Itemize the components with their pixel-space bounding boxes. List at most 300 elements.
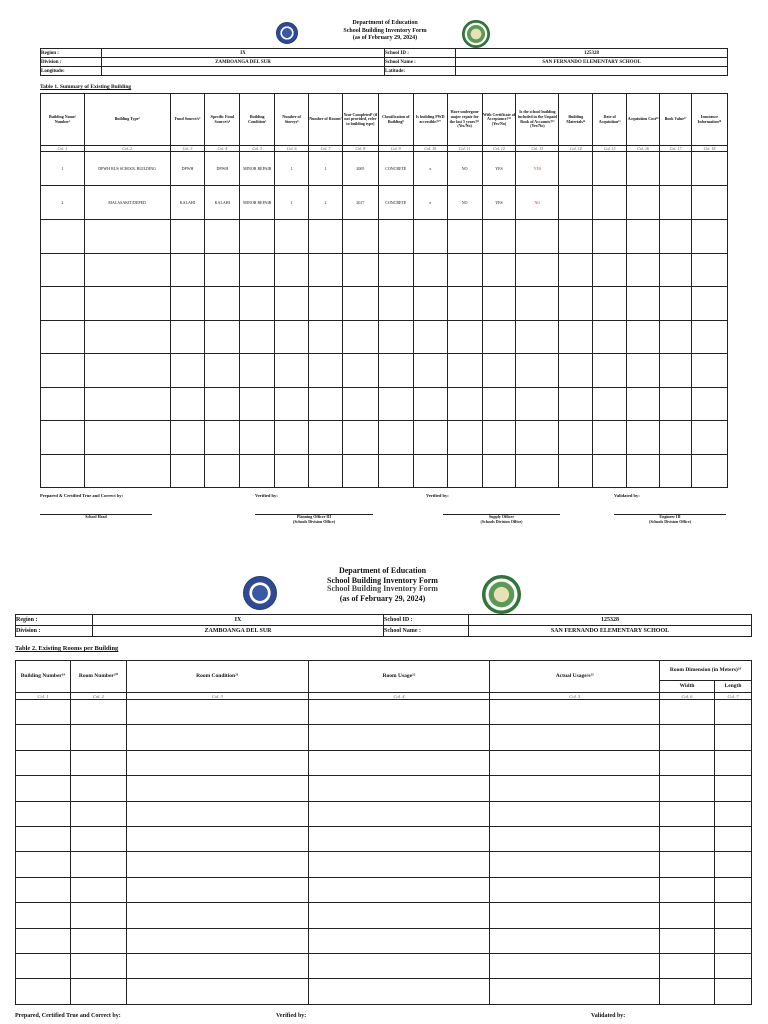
table1-cell[interactable] bbox=[205, 387, 240, 421]
table2-cell[interactable] bbox=[70, 750, 126, 775]
table2-cell[interactable] bbox=[16, 877, 71, 902]
table1-cell[interactable] bbox=[309, 421, 343, 455]
table1-cell[interactable]: DPWH bbox=[205, 152, 240, 186]
table1-cell[interactable]: NO bbox=[447, 152, 482, 186]
table2-cell[interactable] bbox=[16, 776, 71, 801]
table1-cell[interactable] bbox=[84, 253, 170, 287]
table1-cell[interactable] bbox=[413, 253, 447, 287]
table2-cell[interactable] bbox=[490, 903, 660, 928]
table2-cell[interactable] bbox=[660, 776, 715, 801]
table2-cell[interactable] bbox=[70, 725, 126, 750]
table2-cell[interactable] bbox=[308, 750, 490, 775]
table1-cell[interactable] bbox=[482, 454, 516, 488]
table2-cell[interactable] bbox=[660, 700, 715, 725]
table1-cell[interactable]: CONCRETE bbox=[378, 186, 413, 220]
table1-cell[interactable] bbox=[413, 354, 447, 388]
table2-cell[interactable] bbox=[660, 903, 715, 928]
table1-cell[interactable] bbox=[170, 421, 205, 455]
table1-cell[interactable] bbox=[593, 387, 627, 421]
table1-cell[interactable]: 2017 bbox=[342, 186, 378, 220]
table1-cell[interactable] bbox=[691, 354, 727, 388]
table1-cell[interactable] bbox=[84, 320, 170, 354]
table1-cell[interactable] bbox=[627, 287, 660, 321]
table1-cell[interactable] bbox=[170, 253, 205, 287]
table2-cell[interactable] bbox=[490, 826, 660, 851]
table1-cell[interactable]: KALAHI bbox=[205, 186, 240, 220]
table2-cell[interactable] bbox=[714, 979, 751, 1004]
table2-cell[interactable] bbox=[714, 877, 751, 902]
table1-cell[interactable] bbox=[447, 387, 482, 421]
table1-cell[interactable] bbox=[447, 454, 482, 488]
table1-cell[interactable] bbox=[205, 354, 240, 388]
table1-cell[interactable] bbox=[170, 287, 205, 321]
table1-cell[interactable] bbox=[559, 152, 593, 186]
table2-cell[interactable] bbox=[660, 725, 715, 750]
table2-cell[interactable] bbox=[126, 953, 308, 978]
table2-cell[interactable] bbox=[70, 700, 126, 725]
table2-cell[interactable] bbox=[714, 953, 751, 978]
table1-header-col-13: Is the school building included in the Unpaid Book of Accounts?¹³ (Yes/No) bbox=[516, 94, 559, 146]
table1-cell[interactable] bbox=[240, 387, 275, 421]
school-name-value: SAN FERNANDO ELEMENTARY SCHOOL bbox=[469, 626, 752, 637]
table1-cell[interactable] bbox=[342, 421, 378, 455]
table1-cell[interactable] bbox=[516, 454, 559, 488]
table1-cell[interactable] bbox=[482, 354, 516, 388]
table1-cell[interactable]: YES bbox=[482, 152, 516, 186]
table1-cell[interactable] bbox=[413, 421, 447, 455]
table1-cell[interactable] bbox=[275, 320, 309, 354]
table1-cell[interactable]: 1 bbox=[309, 152, 343, 186]
table1-cell[interactable] bbox=[205, 320, 240, 354]
table2-cell[interactable] bbox=[308, 826, 490, 851]
table2-cell[interactable] bbox=[714, 725, 751, 750]
table1-cell[interactable] bbox=[378, 454, 413, 488]
table1-cell[interactable] bbox=[660, 186, 692, 220]
table1-cell[interactable] bbox=[413, 387, 447, 421]
table2-cell[interactable] bbox=[126, 979, 308, 1004]
table2-cell[interactable] bbox=[490, 979, 660, 1004]
table2-cell[interactable] bbox=[490, 776, 660, 801]
table2-cell[interactable] bbox=[490, 750, 660, 775]
table1-cell[interactable]: KALAHI bbox=[170, 186, 205, 220]
table1-cell[interactable] bbox=[691, 454, 727, 488]
table1-cell[interactable] bbox=[627, 320, 660, 354]
table1-cell[interactable] bbox=[559, 421, 593, 455]
table1-cell[interactable] bbox=[516, 354, 559, 388]
table2-cell[interactable] bbox=[714, 903, 751, 928]
table1-cell[interactable] bbox=[516, 253, 559, 287]
table1-cell[interactable] bbox=[41, 287, 85, 321]
table1-cell[interactable]: DPWH bbox=[170, 152, 205, 186]
table1-cell[interactable] bbox=[593, 421, 627, 455]
table1-cell[interactable] bbox=[559, 253, 593, 287]
table2-cell[interactable] bbox=[126, 750, 308, 775]
table1-cell[interactable] bbox=[691, 253, 727, 287]
table1-cell[interactable]: MALASAKIT/DEPED bbox=[84, 186, 170, 220]
table1-cell[interactable] bbox=[275, 387, 309, 421]
table2-cell[interactable] bbox=[714, 750, 751, 775]
table1-cell[interactable] bbox=[170, 454, 205, 488]
table1-cell[interactable]: 2 bbox=[41, 186, 85, 220]
planning-officer-title: Planning Officer III bbox=[296, 514, 332, 519]
table1-cell[interactable] bbox=[342, 354, 378, 388]
table1-cell[interactable] bbox=[660, 354, 692, 388]
header-date: (as of February 29, 2024) bbox=[339, 594, 426, 603]
table1-cell[interactable] bbox=[413, 454, 447, 488]
division-label: Division : bbox=[41, 58, 102, 67]
table2-cell[interactable] bbox=[126, 725, 308, 750]
table1-cell[interactable] bbox=[342, 387, 378, 421]
table1-header-col-6: Number of Storeys⁶ bbox=[275, 94, 309, 146]
table2-cell[interactable] bbox=[308, 953, 490, 978]
table1-cell[interactable] bbox=[275, 421, 309, 455]
table1-cell[interactable]: 2005 bbox=[342, 152, 378, 186]
table1-cell[interactable] bbox=[378, 421, 413, 455]
table1-cell[interactable] bbox=[516, 287, 559, 321]
table2-cell[interactable] bbox=[490, 725, 660, 750]
table1-cell[interactable] bbox=[593, 220, 627, 254]
table1-cell[interactable] bbox=[482, 387, 516, 421]
table1-cell[interactable] bbox=[342, 220, 378, 254]
table2-cell[interactable] bbox=[490, 700, 660, 725]
table1-cell[interactable] bbox=[84, 354, 170, 388]
table2-cell[interactable] bbox=[660, 928, 715, 953]
table2-cell[interactable] bbox=[714, 928, 751, 953]
region-value: IX bbox=[102, 49, 385, 58]
table1-cell[interactable] bbox=[170, 354, 205, 388]
table1-colnum-15: Col. 15 bbox=[593, 146, 627, 152]
table2-cell[interactable] bbox=[660, 877, 715, 902]
table2-cell[interactable] bbox=[660, 953, 715, 978]
table1-cell[interactable] bbox=[84, 454, 170, 488]
table1-cell[interactable]: NO bbox=[447, 186, 482, 220]
table1-cell[interactable] bbox=[691, 387, 727, 421]
table2-cell[interactable] bbox=[490, 877, 660, 902]
table2-cell[interactable] bbox=[70, 877, 126, 902]
table1-cell[interactable] bbox=[309, 220, 343, 254]
table1-cell[interactable] bbox=[378, 354, 413, 388]
table2-cell[interactable] bbox=[490, 928, 660, 953]
table1-cell[interactable] bbox=[627, 152, 660, 186]
table2-header-row-1 bbox=[16, 661, 752, 681]
table2-cell[interactable] bbox=[660, 826, 715, 851]
table2-cell[interactable] bbox=[308, 852, 490, 877]
table1-cell[interactable] bbox=[482, 320, 516, 354]
th-width: Width bbox=[660, 681, 715, 693]
table2-cell[interactable] bbox=[126, 826, 308, 851]
table1-cell[interactable]: 1 bbox=[275, 152, 309, 186]
table1-cell[interactable] bbox=[482, 287, 516, 321]
table2-cell[interactable] bbox=[70, 979, 126, 1004]
table1-cell[interactable] bbox=[170, 220, 205, 254]
school-id-value: 125328 bbox=[469, 615, 752, 626]
table2-cell[interactable] bbox=[490, 801, 660, 826]
table1-cell[interactable] bbox=[413, 220, 447, 254]
table1-cell[interactable] bbox=[309, 354, 343, 388]
table1-cell[interactable] bbox=[559, 354, 593, 388]
table1-cell[interactable] bbox=[482, 220, 516, 254]
table1-cell[interactable] bbox=[482, 253, 516, 287]
table1-cell[interactable] bbox=[593, 186, 627, 220]
table1-cell[interactable] bbox=[593, 152, 627, 186]
table2-cell[interactable] bbox=[660, 852, 715, 877]
table1-cell[interactable] bbox=[559, 320, 593, 354]
table2-cell[interactable] bbox=[660, 801, 715, 826]
table2-cell[interactable] bbox=[490, 953, 660, 978]
table1-cell[interactable] bbox=[240, 253, 275, 287]
table2-cell[interactable] bbox=[70, 953, 126, 978]
table2-cell[interactable] bbox=[126, 928, 308, 953]
table-row-empty bbox=[16, 928, 752, 953]
table-row bbox=[41, 186, 728, 220]
table1-cell[interactable] bbox=[627, 354, 660, 388]
table1-cell[interactable] bbox=[342, 454, 378, 488]
table1-cell[interactable] bbox=[447, 354, 482, 388]
table1-cell[interactable] bbox=[275, 454, 309, 488]
table2-cell[interactable] bbox=[16, 852, 71, 877]
table1-cell[interactable] bbox=[342, 253, 378, 287]
verified-by-label-2: Verified by: bbox=[426, 493, 449, 498]
table1-cell[interactable] bbox=[240, 220, 275, 254]
table2-cell[interactable] bbox=[16, 700, 71, 725]
table1-cell[interactable] bbox=[660, 454, 692, 488]
table-row-empty bbox=[41, 454, 728, 488]
table1-cell[interactable] bbox=[447, 421, 482, 455]
table1-cell[interactable] bbox=[559, 387, 593, 421]
table1-cell[interactable] bbox=[378, 220, 413, 254]
table2-cell[interactable] bbox=[16, 725, 71, 750]
table-row-empty bbox=[41, 220, 728, 254]
table2-cell[interactable] bbox=[308, 700, 490, 725]
table1-cell[interactable] bbox=[378, 320, 413, 354]
table1-cell[interactable] bbox=[691, 220, 727, 254]
table1-cell[interactable] bbox=[691, 152, 727, 186]
table1-cell[interactable] bbox=[627, 186, 660, 220]
table2-cell[interactable] bbox=[714, 801, 751, 826]
table1-header-col-4: Specific Fund Source/s⁴ bbox=[205, 94, 240, 146]
table1-colnum-4: Col. 4 bbox=[205, 146, 240, 152]
table1-cell[interactable] bbox=[205, 287, 240, 321]
table1-cell[interactable] bbox=[691, 421, 727, 455]
table1-colnum-8: Col. 8 bbox=[342, 146, 378, 152]
table-row-empty bbox=[41, 253, 728, 287]
table1-cell[interactable] bbox=[378, 253, 413, 287]
table1-cell[interactable] bbox=[378, 387, 413, 421]
table1-cell[interactable] bbox=[170, 387, 205, 421]
table1-cell[interactable] bbox=[41, 220, 85, 254]
table1-cell[interactable] bbox=[516, 320, 559, 354]
table1-cell[interactable] bbox=[240, 421, 275, 455]
table1-cell[interactable]: CONCRETE bbox=[378, 152, 413, 186]
table-row-empty bbox=[16, 750, 752, 775]
table1-cell[interactable] bbox=[275, 220, 309, 254]
table1-cell[interactable] bbox=[413, 320, 447, 354]
table1-cell[interactable] bbox=[593, 454, 627, 488]
table1-cell[interactable] bbox=[240, 454, 275, 488]
table2-cell[interactable] bbox=[126, 776, 308, 801]
table2-cell[interactable] bbox=[16, 928, 71, 953]
supply-officer-office: (Schools Division Office) bbox=[480, 518, 523, 524]
table1-cell[interactable] bbox=[593, 320, 627, 354]
latitude-value[interactable] bbox=[456, 67, 728, 76]
table2-cell[interactable] bbox=[16, 979, 71, 1004]
table2-cell[interactable] bbox=[16, 826, 71, 851]
header-date: (as of February 29, 2024) bbox=[352, 35, 418, 41]
th-room-number: Room Number²⁰ bbox=[70, 661, 126, 693]
table1-cell[interactable] bbox=[482, 421, 516, 455]
table1-cell[interactable]: 2 bbox=[309, 186, 343, 220]
table1-cell[interactable] bbox=[627, 220, 660, 254]
table1-cell[interactable] bbox=[84, 421, 170, 455]
table2-cell[interactable] bbox=[16, 801, 71, 826]
table1-cell[interactable] bbox=[660, 253, 692, 287]
table2-cell[interactable] bbox=[16, 953, 71, 978]
table2-cell[interactable] bbox=[308, 979, 490, 1004]
table1-cell[interactable] bbox=[559, 186, 593, 220]
table1-cell[interactable] bbox=[84, 387, 170, 421]
table2-cell[interactable] bbox=[70, 801, 126, 826]
table1-cell[interactable] bbox=[170, 320, 205, 354]
th-room-usage: Room Usage²² bbox=[308, 661, 490, 693]
table1-cell[interactable]: 1 bbox=[275, 186, 309, 220]
table1-cell[interactable] bbox=[660, 320, 692, 354]
table1-cell[interactable] bbox=[627, 387, 660, 421]
table2-cell[interactable] bbox=[126, 877, 308, 902]
table1-cell[interactable]: YES bbox=[482, 186, 516, 220]
table1-cell[interactable] bbox=[240, 287, 275, 321]
table2-cell[interactable] bbox=[308, 877, 490, 902]
table1-cell[interactable] bbox=[41, 320, 85, 354]
table1-cell[interactable]: YES bbox=[516, 152, 559, 186]
table1-cell[interactable] bbox=[309, 387, 343, 421]
table1-cell[interactable] bbox=[516, 387, 559, 421]
table1-cell[interactable] bbox=[309, 253, 343, 287]
table1-cell[interactable] bbox=[205, 253, 240, 287]
table1-cell[interactable] bbox=[41, 421, 85, 455]
table1-cell[interactable] bbox=[691, 320, 727, 354]
table2-cell[interactable] bbox=[714, 700, 751, 725]
table1-cell[interactable] bbox=[627, 253, 660, 287]
table1-colnum-7: Col. 7 bbox=[309, 146, 343, 152]
table1-cell[interactable] bbox=[516, 421, 559, 455]
table1-cell[interactable] bbox=[691, 287, 727, 321]
supply-officer-caption bbox=[443, 515, 560, 525]
table1-cell[interactable] bbox=[240, 320, 275, 354]
table1-cell[interactable] bbox=[275, 287, 309, 321]
table2-cell[interactable] bbox=[126, 801, 308, 826]
table1-cell[interactable] bbox=[275, 253, 309, 287]
table1-cell[interactable] bbox=[660, 220, 692, 254]
table1-cell[interactable] bbox=[41, 454, 85, 488]
table1-cell[interactable] bbox=[84, 220, 170, 254]
table2-cell[interactable] bbox=[714, 776, 751, 801]
table1-cell[interactable] bbox=[593, 253, 627, 287]
table1-cell[interactable] bbox=[593, 287, 627, 321]
table1-colnum-1: Col. 1 bbox=[41, 146, 85, 152]
table1-cell[interactable]: MINOR REPAIR bbox=[240, 186, 275, 220]
region-label: Region : bbox=[16, 615, 93, 626]
longitude-value[interactable] bbox=[102, 67, 385, 76]
table1-cell[interactable]: NO bbox=[516, 186, 559, 220]
table2-cell[interactable] bbox=[126, 700, 308, 725]
table2-cell[interactable] bbox=[308, 928, 490, 953]
table1-cell[interactable] bbox=[309, 454, 343, 488]
table2-cell[interactable] bbox=[70, 903, 126, 928]
table1-cell[interactable] bbox=[660, 287, 692, 321]
table1-cell[interactable] bbox=[593, 354, 627, 388]
table1-cell[interactable] bbox=[559, 220, 593, 254]
table1-cell[interactable]: MINOR REPAIR bbox=[240, 152, 275, 186]
table1-cell[interactable] bbox=[660, 152, 692, 186]
table1-cell[interactable] bbox=[205, 454, 240, 488]
table1-cell[interactable] bbox=[378, 287, 413, 321]
table1-cell[interactable] bbox=[447, 287, 482, 321]
table1-cell[interactable] bbox=[309, 320, 343, 354]
table2-cell[interactable] bbox=[660, 979, 715, 1004]
table1-cell[interactable] bbox=[342, 287, 378, 321]
table1-cell[interactable] bbox=[275, 354, 309, 388]
table2-cell[interactable] bbox=[660, 750, 715, 775]
table1-cell[interactable] bbox=[413, 287, 447, 321]
table1-cell[interactable] bbox=[240, 354, 275, 388]
table2-cell[interactable] bbox=[70, 776, 126, 801]
table1-colnum-14: Col. 14 bbox=[559, 146, 593, 152]
supply-officer-title: Supply Officer bbox=[488, 514, 515, 519]
table1-cell[interactable] bbox=[41, 253, 85, 287]
table1-cell[interactable] bbox=[627, 421, 660, 455]
table1-cell[interactable] bbox=[309, 287, 343, 321]
table2-cell[interactable] bbox=[70, 928, 126, 953]
table1-cell[interactable] bbox=[447, 220, 482, 254]
table2-cell[interactable] bbox=[714, 852, 751, 877]
table2-cell[interactable] bbox=[16, 750, 71, 775]
table1-cell[interactable] bbox=[691, 186, 727, 220]
table1-cell[interactable] bbox=[559, 287, 593, 321]
table1-cell[interactable] bbox=[41, 354, 85, 388]
table2-cell[interactable] bbox=[308, 725, 490, 750]
table2-cell[interactable] bbox=[308, 903, 490, 928]
table1-cell[interactable] bbox=[342, 320, 378, 354]
table2-cell[interactable] bbox=[714, 826, 751, 851]
table2-cell[interactable] bbox=[308, 776, 490, 801]
table1-cell[interactable] bbox=[205, 220, 240, 254]
table2-cell[interactable] bbox=[126, 903, 308, 928]
table1-cell[interactable] bbox=[627, 454, 660, 488]
table1-cell[interactable] bbox=[660, 387, 692, 421]
table1-cell[interactable] bbox=[559, 454, 593, 488]
existing-rooms-table bbox=[15, 660, 752, 1005]
table1-cell[interactable] bbox=[447, 320, 482, 354]
table1-cell[interactable] bbox=[516, 220, 559, 254]
table2-cell[interactable] bbox=[490, 852, 660, 877]
table2-cell[interactable] bbox=[126, 852, 308, 877]
table1-cell[interactable]: 1 bbox=[41, 152, 85, 186]
table1-cell[interactable] bbox=[660, 421, 692, 455]
table1-cell[interactable] bbox=[447, 253, 482, 287]
table1-cell[interactable]: DPWH RUS SCHOOL BUILDING bbox=[84, 152, 170, 186]
table1-header-col-15: Date of Acquisition¹⁵ bbox=[593, 94, 627, 146]
table1-cell[interactable]: x bbox=[413, 186, 447, 220]
table2-cell[interactable] bbox=[70, 852, 126, 877]
table1-cell[interactable] bbox=[41, 387, 85, 421]
table2-cell[interactable] bbox=[70, 826, 126, 851]
table2-cell[interactable] bbox=[16, 903, 71, 928]
table1-colnum-9: Col. 9 bbox=[378, 146, 413, 152]
table2-cell[interactable] bbox=[308, 801, 490, 826]
table1-cell[interactable] bbox=[205, 421, 240, 455]
table1-cell[interactable]: x bbox=[413, 152, 447, 186]
table1-cell[interactable] bbox=[84, 287, 170, 321]
